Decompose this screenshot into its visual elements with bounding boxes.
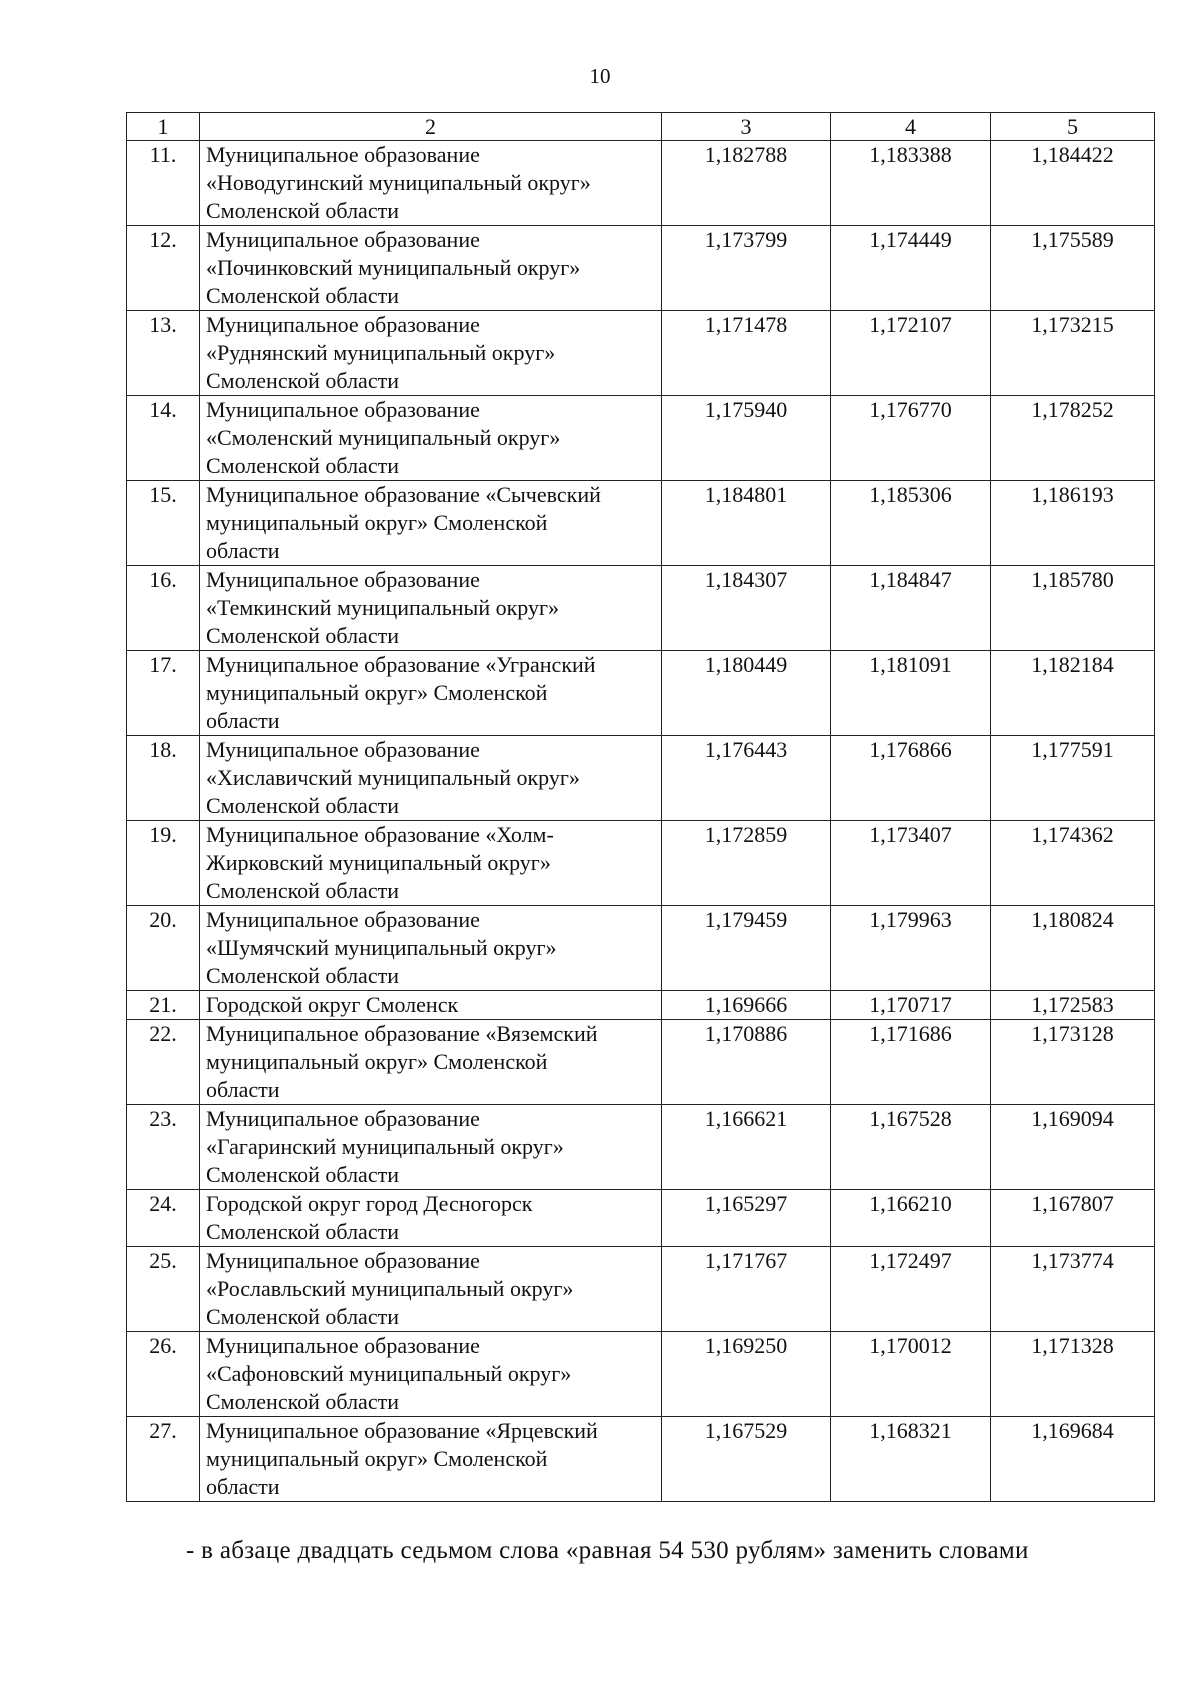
municipality-name-line: Городской округ Смоленск: [206, 992, 459, 1017]
column-header-2: 2: [200, 113, 662, 141]
table-row: [127, 226, 1155, 311]
municipality-name-line: Жирковский муниципальный округ»: [206, 850, 551, 875]
coefficient-col-3: 1,171478: [662, 311, 831, 396]
municipality-name: [200, 1417, 662, 1502]
municipality-name-line: Смоленской области: [206, 198, 399, 223]
municipality-name: [200, 651, 662, 736]
amendment-text: - в абзаце двадцать седьмом слова «равная 54 530 рублям» заменить словами: [186, 1537, 1029, 1564]
municipality-name-line: «Темкинский муниципальный округ»: [206, 595, 560, 620]
municipality-name-line: муниципальный округ» Смоленской: [206, 680, 548, 705]
row-number: 13.: [127, 311, 200, 396]
coefficient-col-5: 1,177591: [991, 736, 1155, 821]
row-number: 17.: [127, 651, 200, 736]
municipality-name-line: Муниципальное образование: [206, 142, 480, 167]
municipality-name-line: «Рославльский муниципальный округ»: [206, 1276, 574, 1301]
municipality-name-line: Муниципальное образование: [206, 567, 480, 592]
coefficient-col-3: 1,165297: [662, 1190, 831, 1247]
municipality-name-line: муниципальный округ» Смоленской: [206, 1446, 548, 1471]
municipality-name-line: «Руднянский муниципальный округ»: [206, 340, 556, 365]
municipality-name: [200, 991, 662, 1020]
coefficient-col-3: 1,173799: [662, 226, 831, 311]
municipality-name: [200, 906, 662, 991]
coefficient-col-3: 1,169250: [662, 1332, 831, 1417]
coefficient-col-5: 1,186193: [991, 481, 1155, 566]
municipality-name-line: Смоленской области: [206, 793, 399, 818]
table-row: [127, 481, 1155, 566]
table-row: [127, 1332, 1155, 1417]
coefficient-col-5: 1,185780: [991, 566, 1155, 651]
coefficient-col-4: 1,179963: [831, 906, 991, 991]
table-row: [127, 651, 1155, 736]
table-row: [127, 141, 1155, 226]
coefficient-col-4: 1,172497: [831, 1247, 991, 1332]
municipality-name-line: Муниципальное образование: [206, 907, 480, 932]
coefficient-col-5: 1,182184: [991, 651, 1155, 736]
row-number: 23.: [127, 1105, 200, 1190]
coefficient-col-3: 1,179459: [662, 906, 831, 991]
coefficients-table: [126, 112, 1155, 1502]
municipality-name-line: «Смоленский муниципальный округ»: [206, 425, 561, 450]
row-number: 20.: [127, 906, 200, 991]
municipality-name-line: Муниципальное образование: [206, 737, 480, 762]
row-number: 24.: [127, 1190, 200, 1247]
coefficient-col-3: 1,175940: [662, 396, 831, 481]
row-number: 14.: [127, 396, 200, 481]
coefficient-col-5: 1,180824: [991, 906, 1155, 991]
row-number: 25.: [127, 1247, 200, 1332]
municipality-name-line: «Гагаринский муниципальный округ»: [206, 1134, 564, 1159]
municipality-name-line: Смоленской области: [206, 283, 399, 308]
coefficient-col-4: 1,184847: [831, 566, 991, 651]
coefficient-col-5: 1,175589: [991, 226, 1155, 311]
coefficient-col-3: 1,172859: [662, 821, 831, 906]
municipality-name-line: Муниципальное образование: [206, 1248, 480, 1273]
coefficient-col-3: 1,176443: [662, 736, 831, 821]
row-number: 27.: [127, 1417, 200, 1502]
municipality-name-line: Городской округ город Десногорск: [206, 1191, 533, 1216]
row-number: 18.: [127, 736, 200, 821]
municipality-name-line: Муниципальное образование «Холм-: [206, 822, 554, 847]
municipality-name-line: Смоленской области: [206, 963, 399, 988]
row-number: 11.: [127, 141, 200, 226]
municipality-name-line: Смоленской области: [206, 453, 399, 478]
coefficient-col-3: 1,180449: [662, 651, 831, 736]
table-row: [127, 821, 1155, 906]
municipality-name-line: Муниципальное образование: [206, 1106, 480, 1131]
municipality-name-line: Смоленской области: [206, 878, 399, 903]
coefficient-col-3: 1,167529: [662, 1417, 831, 1502]
coefficient-col-4: 1,181091: [831, 651, 991, 736]
coefficient-col-5: 1,173215: [991, 311, 1155, 396]
municipality-name-line: Смоленской области: [206, 1304, 399, 1329]
municipality-name-line: Муниципальное образование «Угранский: [206, 652, 596, 677]
table-row: [127, 566, 1155, 651]
municipality-name: [200, 1332, 662, 1417]
table-row: [127, 396, 1155, 481]
municipality-name: [200, 821, 662, 906]
table-row: [127, 311, 1155, 396]
coefficient-col-5: 1,172583: [991, 991, 1155, 1020]
table-row: [127, 1417, 1155, 1502]
coefficient-col-4: 1,174449: [831, 226, 991, 311]
coefficient-col-5: 1,184422: [991, 141, 1155, 226]
municipality-name-line: Муниципальное образование «Сычевский: [206, 482, 601, 507]
municipality-name-line: Смоленской области: [206, 1389, 399, 1414]
municipality-name-line: области: [206, 1474, 280, 1499]
row-number: 16.: [127, 566, 200, 651]
municipality-name: [200, 481, 662, 566]
municipality-name-line: области: [206, 708, 280, 733]
municipality-name-line: «Шумячский муниципальный округ»: [206, 935, 557, 960]
municipality-name-line: Муниципальное образование: [206, 312, 480, 337]
table-header-row: [127, 113, 1155, 141]
coefficient-col-3: 1,184801: [662, 481, 831, 566]
municipality-name: [200, 736, 662, 821]
municipality-name-line: области: [206, 1077, 280, 1102]
municipality-name: [200, 1020, 662, 1105]
coefficient-col-4: 1,173407: [831, 821, 991, 906]
table-row: [127, 991, 1155, 1020]
coefficient-col-5: 1,167807: [991, 1190, 1155, 1247]
coefficient-col-5: 1,173774: [991, 1247, 1155, 1332]
coefficient-col-4: 1,176866: [831, 736, 991, 821]
municipality-name-line: Муниципальное образование: [206, 1333, 480, 1358]
coefficient-col-5: 1,178252: [991, 396, 1155, 481]
coefficient-col-3: 1,166621: [662, 1105, 831, 1190]
municipality-name-line: Муниципальное образование: [206, 227, 480, 252]
municipality-name: [200, 141, 662, 226]
municipality-name-line: «Сафоновский муниципальный округ»: [206, 1361, 572, 1386]
coefficient-col-4: 1,172107: [831, 311, 991, 396]
column-header-4: 4: [831, 113, 991, 141]
municipality-name-line: Муниципальное образование: [206, 397, 480, 422]
row-number: 15.: [127, 481, 200, 566]
municipality-name-line: «Новодугинский муниципальный округ»: [206, 170, 591, 195]
coefficient-col-4: 1,185306: [831, 481, 991, 566]
coefficient-col-4: 1,176770: [831, 396, 991, 481]
table-row: [127, 1020, 1155, 1105]
row-number: 22.: [127, 1020, 200, 1105]
row-number: 26.: [127, 1332, 200, 1417]
coefficient-col-5: 1,173128: [991, 1020, 1155, 1105]
page-number: 10: [589, 64, 611, 88]
column-header-1: 1: [127, 113, 200, 141]
municipality-name: [200, 396, 662, 481]
municipality-name-line: Смоленской области: [206, 368, 399, 393]
municipality-name: [200, 1247, 662, 1332]
municipality-name: [200, 226, 662, 311]
table-body: [127, 141, 1155, 1502]
row-number: 19.: [127, 821, 200, 906]
municipality-name: [200, 311, 662, 396]
column-header-3: 3: [662, 113, 831, 141]
municipality-name-line: Смоленской области: [206, 1219, 399, 1244]
table-row: [127, 1247, 1155, 1332]
municipality-name-line: Смоленской области: [206, 1162, 399, 1187]
coefficient-col-5: 1,171328: [991, 1332, 1155, 1417]
municipality-name-line: муниципальный округ» Смоленской: [206, 510, 548, 535]
municipality-name: [200, 1190, 662, 1247]
municipality-name-line: «Хиславичский муниципальный округ»: [206, 765, 580, 790]
coefficient-col-3: 1,169666: [662, 991, 831, 1020]
coefficient-col-4: 1,170012: [831, 1332, 991, 1417]
row-number: 21.: [127, 991, 200, 1020]
coefficient-col-3: 1,170886: [662, 1020, 831, 1105]
column-header-5: 5: [991, 113, 1155, 141]
table-row: [127, 1105, 1155, 1190]
municipality-name-line: Муниципальное образование «Ярцевский: [206, 1418, 598, 1443]
coefficient-col-4: 1,168321: [831, 1417, 991, 1502]
row-number: 12.: [127, 226, 200, 311]
coefficient-col-5: 1,169094: [991, 1105, 1155, 1190]
coefficient-col-4: 1,167528: [831, 1105, 991, 1190]
coefficient-col-3: 1,184307: [662, 566, 831, 651]
coefficient-col-4: 1,170717: [831, 991, 991, 1020]
municipality-name-line: Муниципальное образование «Вяземский: [206, 1021, 598, 1046]
municipality-name-line: области: [206, 538, 280, 563]
coefficient-col-3: 1,182788: [662, 141, 831, 226]
municipality-name: [200, 566, 662, 651]
coefficient-col-4: 1,166210: [831, 1190, 991, 1247]
table-row: [127, 906, 1155, 991]
coefficient-col-5: 1,169684: [991, 1417, 1155, 1502]
municipality-name-line: муниципальный округ» Смоленской: [206, 1049, 548, 1074]
municipality-name-line: «Починковский муниципальный округ»: [206, 255, 581, 280]
table-row: [127, 736, 1155, 821]
coefficient-col-4: 1,171686: [831, 1020, 991, 1105]
municipality-name: [200, 1105, 662, 1190]
municipality-name-line: Смоленской области: [206, 623, 399, 648]
coefficient-col-3: 1,171767: [662, 1247, 831, 1332]
table-row: [127, 1190, 1155, 1247]
coefficient-col-5: 1,174362: [991, 821, 1155, 906]
coefficient-col-4: 1,183388: [831, 141, 991, 226]
